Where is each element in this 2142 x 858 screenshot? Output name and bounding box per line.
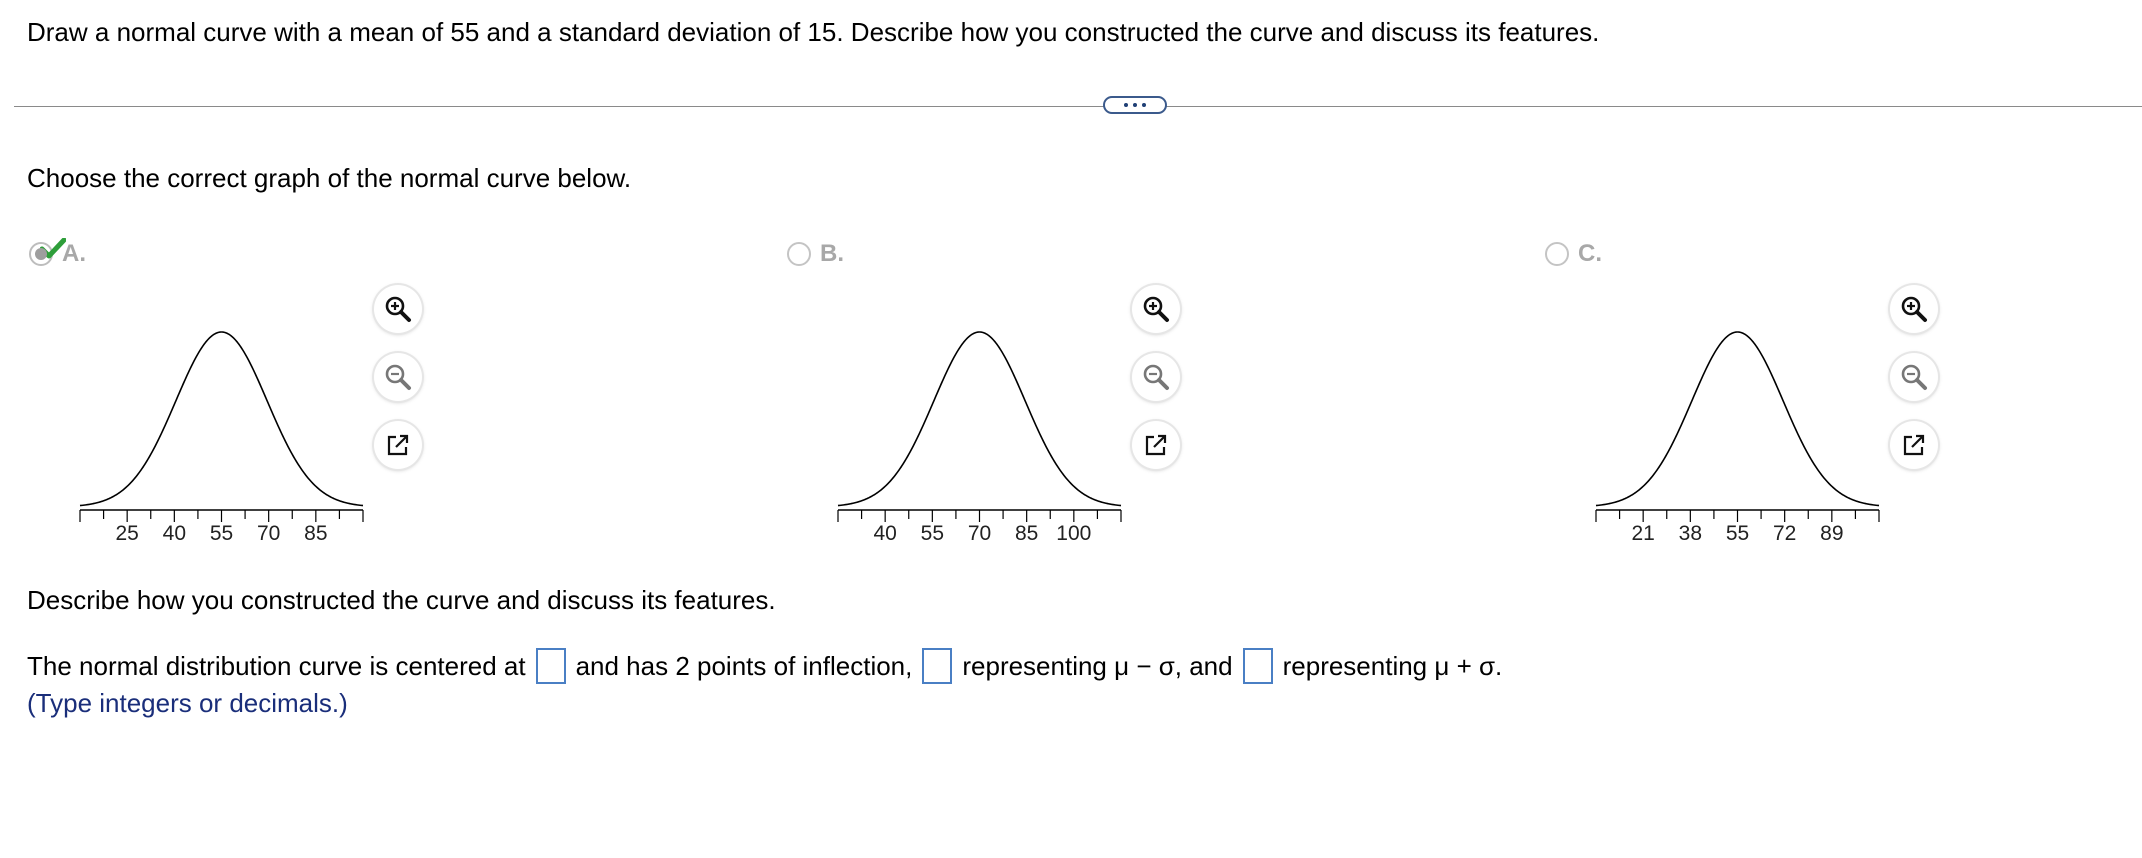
- option-b[interactable]: [787, 240, 844, 268]
- normal-curve: [838, 332, 1121, 506]
- answer-text-2: and has 2 points of inflection,: [575, 650, 913, 681]
- more-button[interactable]: [1103, 96, 1167, 114]
- zoom-in-icon: [1899, 294, 1929, 324]
- zoom-out-button[interactable]: [1132, 353, 1180, 401]
- option-c[interactable]: [1545, 240, 1602, 268]
- question-text: Draw a normal curve with a mean of 55 and a standard deviation of 15. Describe how you constructed the curve and discuss its features.: [27, 17, 1600, 47]
- x-tick-label: 55: [1725, 522, 1750, 545]
- inflection-low-input[interactable]: [922, 648, 952, 684]
- x-tick-label: 55: [920, 522, 945, 545]
- zoom-in-button[interactable]: [1132, 285, 1180, 333]
- graph-b: [833, 320, 1133, 545]
- inflection-high-input[interactable]: [1243, 648, 1273, 684]
- x-tick-label: 70: [967, 522, 992, 545]
- popout-icon: [1142, 431, 1170, 459]
- zoom-out-button[interactable]: [374, 353, 422, 401]
- option-b-label: B.: [820, 240, 844, 267]
- zoom-out-icon: [1899, 362, 1929, 392]
- choose-prompt: Choose the correct graph of the normal curve below.: [27, 163, 632, 193]
- option-a-radio[interactable]: [29, 242, 53, 266]
- graph-a: [75, 320, 375, 545]
- zoom-in-button[interactable]: [1890, 285, 1938, 333]
- x-tick-label: 89: [1820, 522, 1844, 545]
- x-tick-label: 85: [304, 522, 328, 545]
- normal-curve: [1596, 332, 1879, 506]
- input-hint: (Type integers or decimals.): [27, 688, 348, 718]
- x-tick-label: 55: [209, 522, 234, 545]
- x-tick-label: 70: [256, 522, 281, 545]
- graph-c: [1591, 320, 1891, 545]
- x-tick-label: 38: [1678, 522, 1703, 545]
- popout-icon: [1900, 431, 1928, 459]
- x-tick-label: 25: [115, 522, 139, 545]
- option-c-label: C.: [1578, 240, 1602, 267]
- x-tick-label: 21: [1631, 522, 1655, 545]
- option-a[interactable]: [29, 240, 86, 268]
- answer-text-4: representing μ + σ.: [1282, 650, 1503, 681]
- zoom-out-button[interactable]: [1890, 353, 1938, 401]
- zoom-in-button[interactable]: [374, 285, 422, 333]
- divider: [14, 106, 2142, 107]
- option-b-radio[interactable]: [787, 242, 811, 266]
- x-tick-label: 40: [162, 522, 187, 545]
- checkmark-icon: [40, 238, 66, 260]
- answer-text-1: The normal distribution curve is centered at: [27, 650, 526, 681]
- zoom-out-icon: [1141, 362, 1171, 392]
- popout-button[interactable]: [374, 421, 422, 469]
- option-a-label: A.: [62, 240, 86, 267]
- zoom-out-icon: [383, 362, 413, 392]
- x-tick-label: 85: [1014, 522, 1039, 545]
- answer-text-3: representing μ − σ, and: [962, 650, 1233, 681]
- popout-icon: [384, 431, 412, 459]
- x-tick-label: 40: [873, 522, 897, 545]
- answer-sentence: [27, 648, 1502, 684]
- zoom-in-icon: [1141, 294, 1171, 324]
- describe-prompt: Describe how you constructed the curve and discuss its features.: [27, 585, 776, 615]
- ellipsis-icon: [1124, 103, 1128, 107]
- popout-button[interactable]: [1890, 421, 1938, 469]
- center-input[interactable]: [536, 648, 566, 684]
- option-c-radio[interactable]: [1545, 242, 1569, 266]
- x-tick-label: 72: [1772, 522, 1797, 545]
- normal-curve: [80, 332, 363, 506]
- zoom-in-icon: [383, 294, 413, 324]
- popout-button[interactable]: [1132, 421, 1180, 469]
- x-tick-label: 100: [1056, 522, 1092, 545]
